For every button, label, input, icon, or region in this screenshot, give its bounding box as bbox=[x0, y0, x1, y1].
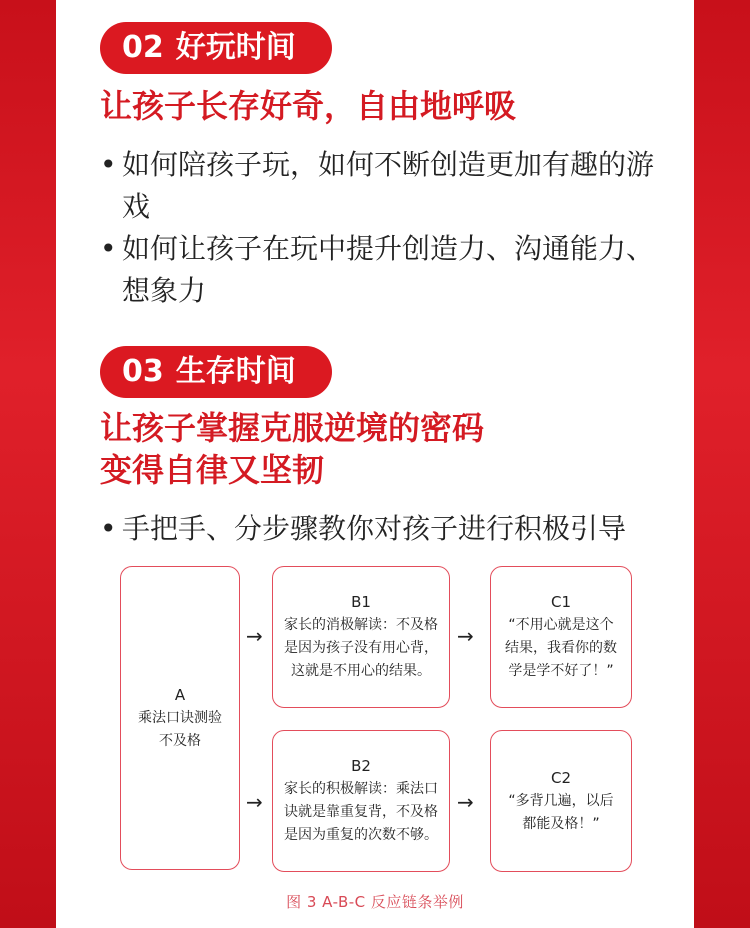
right-red-band bbox=[694, 0, 750, 928]
box-a-text: 乘法口诀测验不及格 bbox=[138, 709, 222, 749]
left-red-band bbox=[0, 0, 56, 928]
bullet-dot: • bbox=[100, 232, 117, 265]
arrow-b1-to-c1: → bbox=[457, 624, 474, 648]
arrow-b2-to-c2: → bbox=[457, 790, 474, 814]
section-02-number: 02 bbox=[122, 30, 164, 65]
content-card bbox=[56, 0, 694, 928]
box-b1-label: B1 bbox=[351, 593, 371, 611]
box-c2-label: C2 bbox=[550, 768, 572, 787]
section-02-bullet-1 bbox=[100, 144, 660, 228]
diagram-box-b1 bbox=[272, 566, 450, 708]
section-03-subtitle-line1: 让孩子掌握克服逆境的密码 bbox=[100, 409, 485, 447]
box-b1-text: 家长的消极解读：不及格是因为孩子没有用心背，这就是不用心的结果。 bbox=[284, 617, 438, 679]
bullet-text: 如何让孩子在玩中提升创造力、沟通能力、想象力 bbox=[122, 232, 655, 307]
section-03-bullet-1 bbox=[100, 508, 660, 550]
diagram-box-b2 bbox=[272, 730, 450, 872]
bullet-text: 手把手、分步骤教你对孩子进行积极引导 bbox=[122, 512, 627, 545]
box-a-label: A bbox=[174, 685, 186, 704]
box-b2-label: B2 bbox=[351, 757, 371, 775]
section-03-pill bbox=[100, 346, 332, 398]
figure-caption: 图 3 A-B-C 反应链条举例 bbox=[286, 893, 464, 911]
arrow-a-to-b2: → bbox=[246, 790, 263, 814]
diagram-box-a bbox=[120, 566, 240, 870]
section-02-subtitle: 让孩子长存好奇，自由地呼吸 bbox=[100, 87, 517, 125]
section-02-bullet-2 bbox=[100, 228, 660, 312]
diagram-box-c1 bbox=[490, 566, 632, 708]
section-02-pill bbox=[100, 22, 332, 74]
section-03-number: 03 bbox=[122, 354, 164, 389]
box-c2-text: “多背几遍，以后都能及格！” bbox=[508, 792, 614, 832]
diagram-box-c2 bbox=[490, 730, 632, 872]
box-c1-text: “不用心就是这个结果，我看你的数学是学不好了！” bbox=[505, 617, 617, 679]
section-03-subtitle-line2: 变得自律又坚韧 bbox=[100, 451, 325, 489]
arrow-a-to-b1: → bbox=[246, 624, 263, 648]
bullet-text: 如何陪孩子玩，如何不断创造更加有趣的游戏 bbox=[122, 148, 655, 223]
section-03-title: 生存时间 bbox=[175, 354, 296, 389]
bullet-dot: • bbox=[100, 512, 117, 545]
box-b2-text: 家长的积极解读：乘法口诀就是靠重复背，不及格是因为重复的次数不够。 bbox=[284, 781, 438, 843]
section-02-title: 好玩时间 bbox=[175, 30, 296, 65]
box-c1-label: C1 bbox=[550, 593, 572, 611]
bullet-dot: • bbox=[100, 148, 117, 181]
